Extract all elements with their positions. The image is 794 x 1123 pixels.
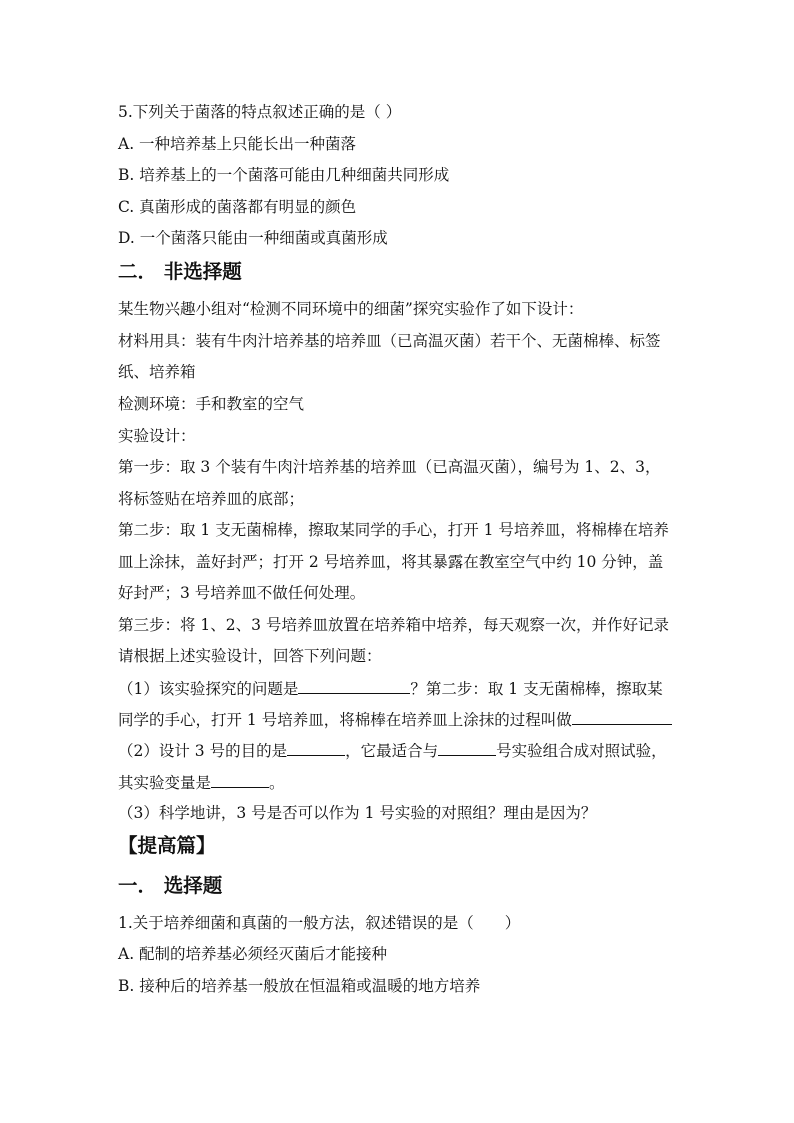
step-2-line-1: 第二步：取 1 支无菌棉棒，擦取某同学的手心，打开 1 号培养皿，将棉棒在培养	[118, 521, 669, 539]
answer-blank-3[interactable]	[287, 740, 345, 756]
subquestion-1-text-a: （1）该实验探究的问题是	[118, 680, 299, 698]
question-5-option-b: B. 培养基上的一个菌落可能由几种细菌共同形成	[118, 166, 450, 184]
environment-line: 检测环境：手和教室的空气	[118, 395, 305, 413]
step-2-line-3: 好封严；3 号培养皿不做任何处理。	[118, 584, 366, 602]
subquestion-2-text-b: ，它最适合与	[345, 742, 439, 760]
answer-prompt: 请根据上述实验设计，回答下列问题：	[118, 647, 382, 665]
materials-line-2: 纸、培养箱	[118, 363, 196, 381]
section-heading-non-choice: 二． 非选择题	[118, 260, 242, 283]
question-5-option-c: C. 真菌形成的菌落都有明显的颜色	[118, 198, 357, 216]
subquestion-1-text-b: ？第二步：取 1 支无菌棉棒，擦取某	[410, 680, 663, 698]
question-5-stem: 5.下列关于菌落的特点叙述正确的是（ ）	[118, 103, 402, 121]
advanced-question-1-option-b: B. 接种后的培养基一般放在恒温箱或温暖的地方培养	[118, 977, 481, 995]
answer-blank-2[interactable]	[572, 709, 672, 725]
design-label: 实验设计：	[118, 427, 196, 445]
subquestion-2-text-e: 。	[269, 774, 285, 792]
subquestion-1-line-2	[118, 709, 672, 730]
subquestion-2-line-2	[118, 772, 285, 793]
materials-line-1: 材料用具：装有牛肉汁培养基的培养皿（已高温灭菌）若干个、无菌棉棒、标签	[118, 332, 661, 350]
step-1-line-1: 第一步：取 3 个装有牛肉汁培养基的培养皿（已高温灭菌），编号为 1、2、3，	[118, 458, 661, 476]
answer-blank-5[interactable]	[211, 772, 269, 788]
subquestion-3: （3）科学地讲，3 号是否可以作为 1 号实验的对照组？理由是因为？	[118, 804, 597, 822]
subquestion-2-text-c: 号实验组合成对照试验，	[496, 742, 667, 760]
experiment-intro: 某生物兴趣小组对“检测不同环境中的细菌”探究实验作了如下设计：	[118, 300, 584, 318]
subquestion-2-line-1	[118, 740, 667, 761]
subquestion-1-line-1	[118, 678, 663, 699]
question-5-option-a: A. 一种培养基上只能长出一种菌落	[118, 135, 357, 153]
step-1-line-2: 将标签贴在培养皿的底部；	[118, 490, 305, 508]
subquestion-2-text-d: 其实验变量是	[118, 774, 212, 792]
question-5-option-d: D. 一个菌落只能由一种细菌或真菌形成	[118, 229, 388, 247]
answer-blank-1[interactable]	[298, 678, 410, 694]
section-heading-choice: 一． 选择题	[118, 874, 223, 897]
advanced-question-1-stem: 1.关于培养细菌和真菌的一般方法，叙述错误的是（ ）	[118, 914, 521, 932]
advanced-section-title: 【提高篇】	[118, 834, 216, 857]
answer-blank-4[interactable]	[438, 740, 496, 756]
step-2-line-2: 皿上涂抹，盖好封严；打开 2 号培养皿，将其暴露在教室空气中约 10 分钟，盖	[118, 553, 664, 571]
subquestion-2-text-a: （2）设计 3 号的目的是	[118, 742, 288, 760]
subquestion-1-text-c: 同学的手心，打开 1 号培养皿，将棉棒在培养皿上涂抹的过程叫做	[118, 711, 572, 729]
advanced-question-1-option-a: A. 配制的培养基必须经灭菌后才能接种	[118, 945, 388, 963]
step-3-line: 第三步：将 1、2、3 号培养皿放置在培养箱中培养，每天观察一次，并作好记录	[118, 616, 669, 634]
